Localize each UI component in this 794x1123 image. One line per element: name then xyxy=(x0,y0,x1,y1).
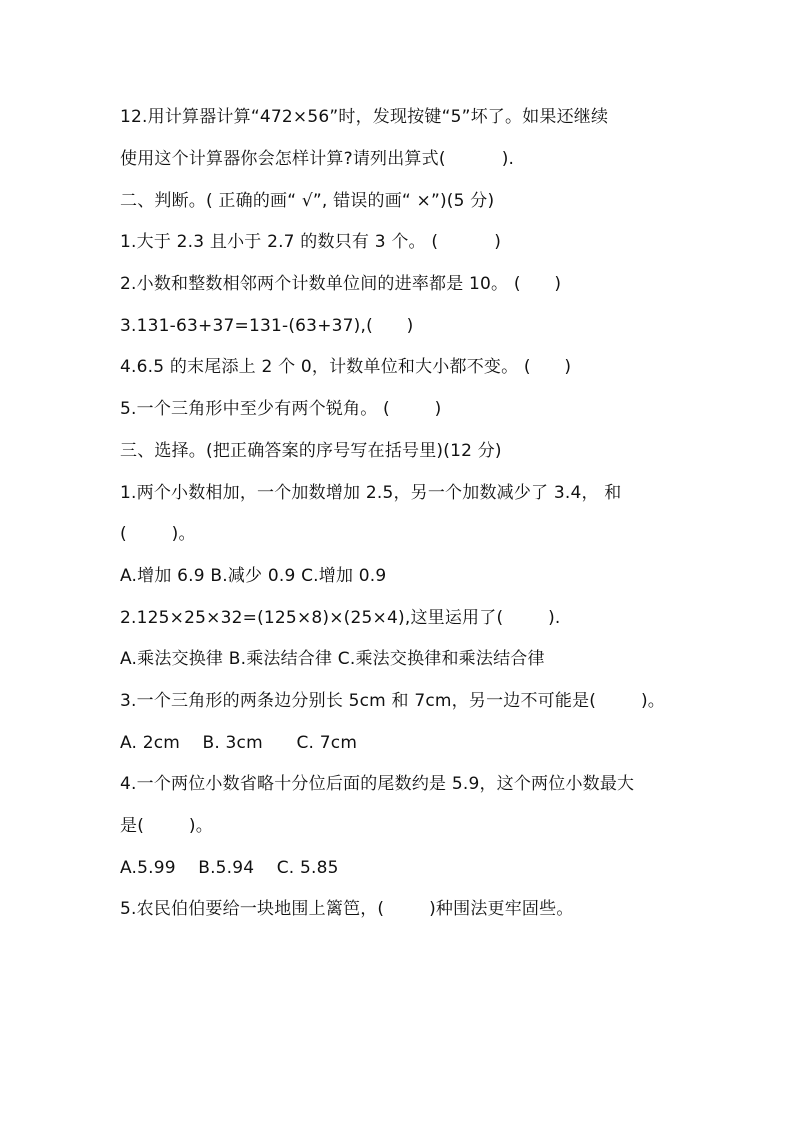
choice-3-question: 3.一个三角形的两条边分别长 5cm 和 7cm，另一边不可能是( )。 xyxy=(120,691,665,711)
choice-1-line-2: ( )。 xyxy=(120,524,196,544)
judge-item-1: 1.大于 2.3 且小于 2.7 的数只有 3 个。 ( ) xyxy=(120,232,502,252)
choice-3-options: A. 2cm B. 3cm C. 7cm xyxy=(120,733,358,753)
choice-4-line-1: 4.一个两位小数省略十分位后面的尾数约是 5.9，这个两位小数最大 xyxy=(120,774,635,794)
choice-1-line-1: 1.两个小数相加，一个加数增加 2.5，另一个加数减少了 3.4， 和 xyxy=(120,483,622,503)
choice-4-line-2: 是( )。 xyxy=(120,816,213,836)
question-12-line-1: 12.用计算器计算“472×56”时，发现按键“5”坏了。如果还继续 xyxy=(120,107,609,127)
question-12-line-2: 使用这个计算器你会怎样计算?请列出算式( ). xyxy=(120,149,515,169)
section-2-heading: 二、判断。( 正确的画“ √”, 错误的画“ ×”)(5 分) xyxy=(120,191,495,211)
choice-4-options: A.5.99 B.5.94 C. 5.85 xyxy=(120,858,339,878)
choice-5-question: 5.农民伯伯要给一块地围上篱笆，( )种围法更牢固些。 xyxy=(120,899,574,919)
choice-2-options: A.乘法交换律 B.乘法结合律 C.乘法交换律和乘法结合律 xyxy=(120,649,545,669)
judge-item-2: 2.小数和整数相邻两个计数单位间的进率都是 10。 ( ) xyxy=(120,274,562,294)
judge-item-3: 3.131-63+37=131-(63+37),( ) xyxy=(120,316,414,336)
choice-1-options: A.增加 6.9 B.减少 0.9 C.增加 0.9 xyxy=(120,566,387,586)
section-3-heading: 三、选择。(把正确答案的序号写在括号里)(12 分) xyxy=(120,441,502,461)
judge-item-4: 4.6.5 的末尾添上 2 个 0，计数单位和大小都不变。 ( ) xyxy=(120,357,572,377)
judge-item-5: 5.一个三角形中至少有两个锐角。 ( ) xyxy=(120,399,442,419)
choice-2-question: 2.125×25×32=(125×8)×(25×4),这里运用了( ). xyxy=(120,608,561,628)
